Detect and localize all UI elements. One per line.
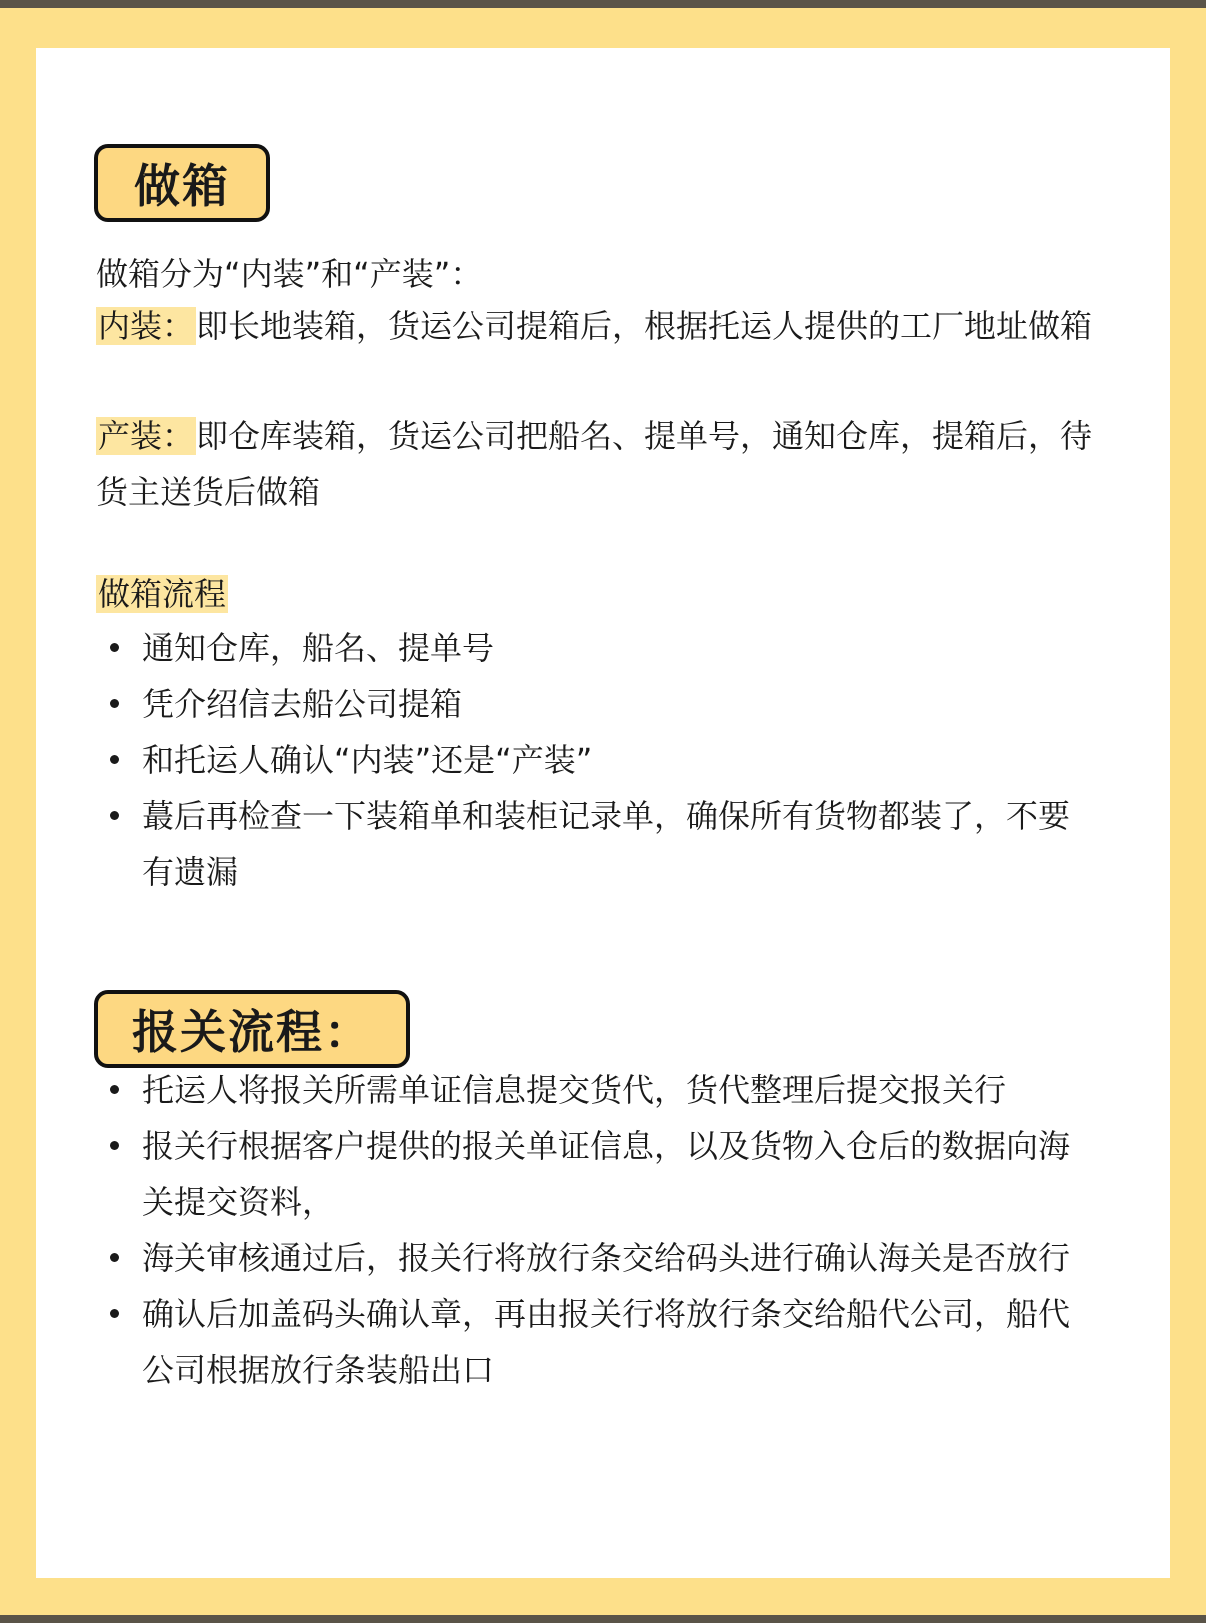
packing-steps-list <box>96 620 1096 900</box>
factory-packing-label: 产装： <box>98 417 195 455</box>
list-item: 通知仓库，船名、提单号 <box>96 620 1096 676</box>
list-item: 海关审核通过后，报关行将放行条交给码头进行确认海关是否放行 <box>96 1230 1096 1286</box>
factory-packing-text: 即仓库装箱，货运公司把船名、提单号，通知仓库，提箱后，待货主送货后做箱 <box>96 417 1093 511</box>
customs-steps-list <box>96 1062 1096 1398</box>
list-item: 托运人将报关所需单证信息提交货代，货代整理后提交报关行 <box>96 1062 1096 1118</box>
packing-process-heading-row <box>96 566 1106 622</box>
factory-packing-paragraph <box>96 408 1106 520</box>
content-card <box>36 48 1170 1578</box>
list-item: 蕞后再检查一下装箱单和装柜记录单，确保所有货物都装了，不要有遗漏 <box>96 788 1096 900</box>
bottom-border <box>0 1615 1206 1623</box>
packing-intro: 做箱分为“内装”和“产装”： <box>96 255 483 293</box>
list-item: 凭介绍信去船公司提箱 <box>96 676 1096 732</box>
top-border <box>0 0 1206 8</box>
section-title-packing: 做箱 <box>94 144 270 222</box>
list-item: 确认后加盖码头确认章，再由报关行将放行条交给船代公司，船代公司根据放行条装船出口 <box>96 1286 1096 1398</box>
inner-packing-label: 内装： <box>98 307 195 345</box>
section-title-customs: 报关流程： <box>94 990 410 1068</box>
packing-process-label: 做箱流程 <box>98 575 227 613</box>
list-item: 和托运人确认“内装”还是“产装” <box>96 732 1096 788</box>
list-item: 报关行根据客户提供的报关单证信息，以及货物入仓后的数据向海关提交资料， <box>96 1118 1096 1230</box>
inner-packing-text: 即长地装箱，货运公司提箱后，根据托运人提供的工厂地址做箱 <box>196 307 1093 345</box>
inner-packing-paragraph <box>96 298 1106 354</box>
